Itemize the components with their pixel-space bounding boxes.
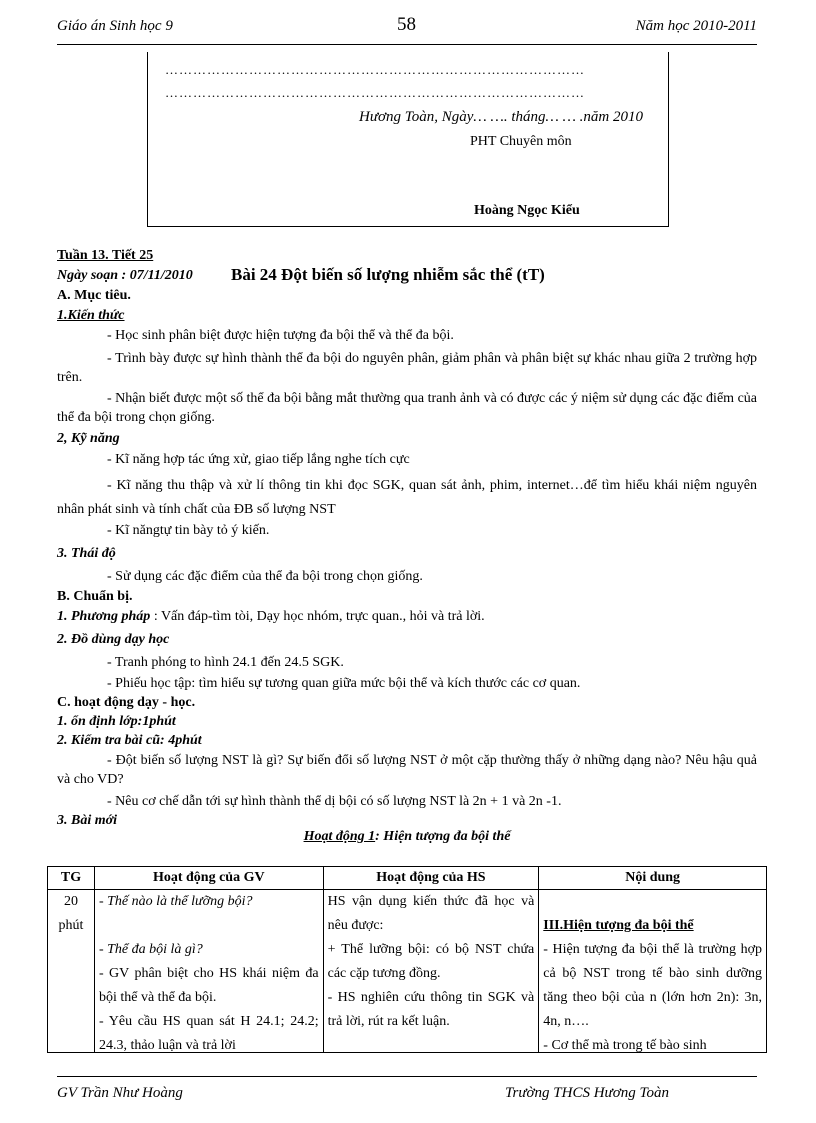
- footer-school: Trường THCS Hương Toàn: [505, 1085, 669, 1101]
- time-value: 20 phút: [58, 894, 84, 933]
- content-item: - Cơ thể mà trong tế bào sinh: [543, 1038, 707, 1052]
- table-header-row: [48, 867, 767, 890]
- method-line: [57, 607, 757, 626]
- content-cell: [539, 890, 767, 1053]
- column-header: Nội dung: [539, 867, 767, 890]
- section-c: C. hoạt động dạy - học.: [57, 695, 196, 710]
- activity-table: [47, 866, 767, 1053]
- check-item: - Nêu cơ chế dẫn tới sự hình thành thể dị bội có số lượng NST là 2n + 1 và 2n -1.: [107, 794, 562, 809]
- dotted-line: ………………………………………………………………………………: [165, 85, 585, 100]
- knowledge-item: - Nhận biết được một số thể đa bội bằng mắt thường qua tranh ảnh và có được các ý niệm sử dụng các đặc điểm của thể đa bội trong chọn giống.: [57, 391, 757, 425]
- student-item: + Thể lưỡng bội: có bộ NST chứa các cặp tương đồng.: [327, 942, 535, 981]
- method-text: : Vấn đáp-tìm tòi, Dạy học nhóm, trực quan., hỏi và trả lời.: [150, 609, 485, 624]
- teacher-item: - Thế nào là thể lưỡng bội?: [98, 894, 253, 909]
- attitude-heading: 3. Thái độ: [57, 546, 116, 561]
- activity-title: [57, 829, 757, 845]
- skills-heading: 2, Kỹ năng: [57, 431, 120, 446]
- teacher-item: - Yêu cầu HS quan sát H 24.1; 24.2; 24.3, thảo luận và trả lời: [98, 1014, 319, 1052]
- method-label: 1. Phương pháp: [57, 609, 151, 624]
- check-heading: 2. Kiểm tra bài cũ: 4phút: [57, 733, 202, 748]
- section-a: A. Mục tiêu.: [57, 288, 131, 303]
- column-header: TG: [48, 867, 95, 890]
- activity-label: Hoạt động 1: [303, 829, 376, 844]
- approval-box: [147, 52, 669, 227]
- header-subject: Giáo án Sinh học 9: [57, 18, 173, 34]
- teacher-item: - GV phân biệt cho HS khái niệm đa bội thể và thể đa bội.: [98, 966, 319, 1005]
- teacher-cell: [94, 890, 323, 1053]
- time-cell: [48, 890, 95, 1053]
- week-lesson: Tuần 13. Tiết 25: [57, 248, 154, 263]
- approval-role: PHT Chuyên môn: [470, 134, 572, 149]
- check-item: - Đột biến số lượng NST là gì? Sự biến đổi số lượng NST ở một cặp thường thấy ở những dạng nào? Nêu hậu quả và cho VD?: [57, 753, 757, 787]
- student-item: - HS nghiên cứu thông tin SGK và trả lời, rút ra kết luận.: [327, 990, 535, 1029]
- skills-item: - Kĩ năng hợp tác ứng xử, giao tiếp lắng nghe tích cực: [107, 452, 410, 467]
- student-item: HS vận dụng kiến thức đã học và nêu được:: [327, 894, 535, 933]
- activity-rest: : Hiện tượng đa bội thể: [375, 829, 511, 844]
- new-lesson-heading: 3. Bài mới: [57, 813, 118, 828]
- dotted-line: ………………………………………………………………………………: [165, 62, 585, 77]
- skills-item: - Kĩ năngtự tin bày tỏ ý kiến.: [107, 523, 270, 538]
- knowledge-item: - Trình bày được sự hình thành thể đa bội do nguyên phân, giảm phân và phân biệt sự khác nhau giữa 2 trường hợp trên.: [57, 351, 757, 385]
- prep-date: Ngày soạn : 07/11/2010: [57, 268, 193, 283]
- teacher-item: - Thể đa bội là gì?: [98, 942, 203, 957]
- section-b: B. Chuẩn bị.: [57, 589, 133, 604]
- spacer: [543, 890, 762, 914]
- approval-date: Hương Toàn, Ngày… …. tháng… … .năm 2010: [359, 109, 643, 125]
- table-row: [48, 890, 767, 1053]
- column-header: Hoạt động của GV: [94, 867, 323, 890]
- stabilize-line: 1. ổn định lớp:1phút: [57, 714, 176, 729]
- tools-item: - Tranh phóng to hình 24.1 đến 24.5 SGK.: [107, 655, 344, 670]
- student-cell: [323, 890, 539, 1053]
- header-school-year: Năm học 2010-2011: [635, 18, 757, 34]
- lesson-title: Bài 24 Đột biến số lượng nhiễm sắc thể (tT): [231, 265, 545, 284]
- page-header: [57, 14, 757, 36]
- column-header: Hoạt động của HS: [323, 867, 539, 890]
- page-number: 58: [397, 14, 416, 35]
- approval-signer: Hoàng Ngọc Kiểu: [474, 203, 580, 218]
- content-item: - Hiện tượng đa bội thể là trường hợp cả bộ NST trong tế bào sinh dưỡng tăng theo bội của n (lớn hơn 2n): 3n, 4n, n….: [543, 942, 762, 1029]
- spacer: [99, 914, 319, 938]
- attitude-item: - Sử dụng các đặc điểm của thể đa bội trong chọn giống.: [107, 569, 423, 584]
- footer-rule: [57, 1076, 757, 1077]
- skills-item: - Kĩ năng thu thập và xử lí thông tin khi đọc SGK, quan sát ảnh, phim, internet…để tìm hiểu khái niệm nguyên nhân phát sinh và tính chất của ĐB số lượng NST: [57, 478, 757, 517]
- knowledge-heading: 1.Kiến thức: [57, 308, 125, 323]
- tools-item: - Phiếu học tập: tìm hiểu sự tương quan giữa mức bội thể và kích thước các cơ quan.: [107, 676, 581, 691]
- tools-heading: 2. Đồ dùng dạy học: [57, 632, 170, 647]
- footer-teacher: GV Trần Như Hoàng: [57, 1085, 183, 1101]
- header-rule: [57, 44, 757, 45]
- content-title: III.Hiện tượng đa bội thể: [543, 918, 694, 933]
- knowledge-item: - Học sinh phân biệt được hiện tượng đa bội thể và thể đa bội.: [107, 328, 454, 343]
